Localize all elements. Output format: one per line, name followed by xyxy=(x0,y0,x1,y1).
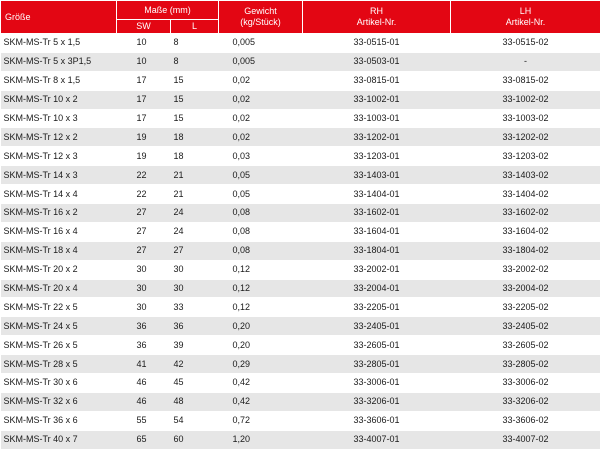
cell-sw: 30 xyxy=(117,260,171,279)
cell-weight: 0,20 xyxy=(219,336,303,355)
cell-rh-article: 33-1002-01 xyxy=(303,90,451,109)
cell-weight: 0,72 xyxy=(219,411,303,430)
table-header xyxy=(1,1,600,34)
table-row xyxy=(1,279,600,298)
cell-lh-article: 33-2805-02 xyxy=(451,355,600,374)
cell-rh-article: 33-2605-01 xyxy=(303,336,451,355)
header-dimensions: Maße (mm) xyxy=(117,1,219,20)
table-row xyxy=(1,298,600,317)
cell-l: 18 xyxy=(171,128,219,147)
table-row xyxy=(1,204,600,223)
cell-l: 15 xyxy=(171,71,219,90)
cell-lh-article: 33-3606-02 xyxy=(451,411,600,430)
table-row xyxy=(1,185,600,204)
cell-lh-article: 33-0515-02 xyxy=(451,34,600,53)
table-row xyxy=(1,166,600,185)
header-weight-line1: Gewicht xyxy=(219,6,302,17)
cell-size: SKM-MS-Tr 5 x 3P1,5 xyxy=(1,52,117,71)
table-row xyxy=(1,430,600,449)
cell-l: 27 xyxy=(171,241,219,260)
table-row xyxy=(1,374,600,393)
cell-rh-article: 33-0815-01 xyxy=(303,71,451,90)
header-rh-line2: Artikel-Nr. xyxy=(303,17,450,28)
table-row xyxy=(1,52,600,71)
header-lh xyxy=(451,1,600,34)
table-row xyxy=(1,241,600,260)
cell-weight: 0,005 xyxy=(219,34,303,53)
cell-weight: 0,005 xyxy=(219,52,303,71)
cell-size: SKM-MS-Tr 22 x 5 xyxy=(1,298,117,317)
cell-sw: 27 xyxy=(117,241,171,260)
cell-l: 24 xyxy=(171,222,219,241)
cell-lh-article: 33-1403-02 xyxy=(451,166,600,185)
cell-size: SKM-MS-Tr 32 x 6 xyxy=(1,392,117,411)
table-row xyxy=(1,260,600,279)
cell-rh-article: 33-2805-01 xyxy=(303,355,451,374)
cell-lh-article: - xyxy=(451,52,600,71)
cell-rh-article: 33-2004-01 xyxy=(303,279,451,298)
cell-size: SKM-MS-Tr 16 x 4 xyxy=(1,222,117,241)
cell-size: SKM-MS-Tr 20 x 2 xyxy=(1,260,117,279)
cell-l: 33 xyxy=(171,298,219,317)
header-rh-line1: RH xyxy=(303,6,450,17)
cell-sw: 30 xyxy=(117,298,171,317)
header-sw: SW xyxy=(117,20,171,34)
cell-size: SKM-MS-Tr 36 x 6 xyxy=(1,411,117,430)
cell-size: SKM-MS-Tr 16 x 2 xyxy=(1,204,117,223)
table-row xyxy=(1,392,600,411)
cell-lh-article: 33-1202-02 xyxy=(451,128,600,147)
cell-size: SKM-MS-Tr 40 x 7 xyxy=(1,430,117,449)
header-size: Größe xyxy=(1,1,117,34)
table-body xyxy=(1,34,600,450)
cell-rh-article: 33-0503-01 xyxy=(303,52,451,71)
header-weight xyxy=(219,1,303,34)
cell-l: 60 xyxy=(171,430,219,449)
cell-sw: 46 xyxy=(117,392,171,411)
cell-rh-article: 33-3006-01 xyxy=(303,374,451,393)
cell-l: 24 xyxy=(171,204,219,223)
cell-rh-article: 33-2205-01 xyxy=(303,298,451,317)
cell-sw: 17 xyxy=(117,109,171,128)
cell-rh-article: 33-1804-01 xyxy=(303,241,451,260)
cell-lh-article: 33-1804-02 xyxy=(451,241,600,260)
cell-sw: 19 xyxy=(117,128,171,147)
cell-rh-article: 33-2405-01 xyxy=(303,317,451,336)
cell-l: 54 xyxy=(171,411,219,430)
cell-rh-article: 33-1602-01 xyxy=(303,204,451,223)
cell-weight: 0,12 xyxy=(219,298,303,317)
table-row xyxy=(1,147,600,166)
cell-rh-article: 33-1604-01 xyxy=(303,222,451,241)
cell-l: 36 xyxy=(171,317,219,336)
cell-lh-article: 33-2605-02 xyxy=(451,336,600,355)
cell-rh-article: 33-1404-01 xyxy=(303,185,451,204)
cell-sw: 65 xyxy=(117,430,171,449)
cell-weight: 0,02 xyxy=(219,71,303,90)
cell-size: SKM-MS-Tr 20 x 4 xyxy=(1,279,117,298)
cell-lh-article: 33-4007-02 xyxy=(451,430,600,449)
cell-l: 15 xyxy=(171,109,219,128)
cell-l: 18 xyxy=(171,147,219,166)
table-row xyxy=(1,317,600,336)
cell-lh-article: 33-1604-02 xyxy=(451,222,600,241)
cell-l: 8 xyxy=(171,52,219,71)
cell-size: SKM-MS-Tr 8 x 1,5 xyxy=(1,71,117,90)
cell-rh-article: 33-1202-01 xyxy=(303,128,451,147)
cell-l: 48 xyxy=(171,392,219,411)
cell-lh-article: 33-1003-02 xyxy=(451,109,600,128)
cell-weight: 0,42 xyxy=(219,374,303,393)
header-weight-line2: (kg/Stück) xyxy=(219,17,302,28)
cell-size: SKM-MS-Tr 12 x 3 xyxy=(1,147,117,166)
cell-lh-article: 33-2205-02 xyxy=(451,298,600,317)
cell-size: SKM-MS-Tr 12 x 2 xyxy=(1,128,117,147)
cell-l: 42 xyxy=(171,355,219,374)
header-lh-line1: LH xyxy=(451,6,600,17)
cell-sw: 10 xyxy=(117,52,171,71)
cell-size: SKM-MS-Tr 14 x 3 xyxy=(1,166,117,185)
cell-weight: 0,42 xyxy=(219,392,303,411)
cell-sw: 22 xyxy=(117,185,171,204)
cell-size: SKM-MS-Tr 28 x 5 xyxy=(1,355,117,374)
cell-weight: 0,02 xyxy=(219,109,303,128)
cell-lh-article: 33-2405-02 xyxy=(451,317,600,336)
cell-lh-article: 33-2004-02 xyxy=(451,279,600,298)
cell-lh-article: 33-1404-02 xyxy=(451,185,600,204)
cell-l: 45 xyxy=(171,374,219,393)
cell-lh-article: 33-3006-02 xyxy=(451,374,600,393)
cell-sw: 19 xyxy=(117,147,171,166)
cell-weight: 0,05 xyxy=(219,166,303,185)
cell-sw: 27 xyxy=(117,204,171,223)
cell-rh-article: 33-3206-01 xyxy=(303,392,451,411)
cell-rh-article: 33-4007-01 xyxy=(303,430,451,449)
cell-sw: 36 xyxy=(117,317,171,336)
cell-sw: 27 xyxy=(117,222,171,241)
header-l: L xyxy=(171,20,219,34)
cell-weight: 0,08 xyxy=(219,222,303,241)
cell-sw: 17 xyxy=(117,71,171,90)
cell-rh-article: 33-1403-01 xyxy=(303,166,451,185)
cell-sw: 46 xyxy=(117,374,171,393)
table-row xyxy=(1,355,600,374)
table-row xyxy=(1,128,600,147)
cell-l: 21 xyxy=(171,166,219,185)
cell-size: SKM-MS-Tr 5 x 1,5 xyxy=(1,34,117,53)
table-row xyxy=(1,336,600,355)
table-row xyxy=(1,109,600,128)
cell-sw: 41 xyxy=(117,355,171,374)
cell-lh-article: 33-1602-02 xyxy=(451,204,600,223)
cell-lh-article: 33-2002-02 xyxy=(451,260,600,279)
cell-weight: 0,02 xyxy=(219,90,303,109)
table-row xyxy=(1,34,600,53)
cell-size: SKM-MS-Tr 18 x 4 xyxy=(1,241,117,260)
cell-weight: 0,12 xyxy=(219,260,303,279)
cell-size: SKM-MS-Tr 30 x 6 xyxy=(1,374,117,393)
cell-sw: 36 xyxy=(117,336,171,355)
cell-weight: 0,20 xyxy=(219,317,303,336)
cell-lh-article: 33-1203-02 xyxy=(451,147,600,166)
cell-size: SKM-MS-Tr 26 x 5 xyxy=(1,336,117,355)
table-row xyxy=(1,222,600,241)
cell-rh-article: 33-3606-01 xyxy=(303,411,451,430)
table-row xyxy=(1,71,600,90)
cell-l: 8 xyxy=(171,34,219,53)
cell-weight: 0,08 xyxy=(219,204,303,223)
cell-l: 21 xyxy=(171,185,219,204)
cell-lh-article: 33-1002-02 xyxy=(451,90,600,109)
cell-rh-article: 33-0515-01 xyxy=(303,34,451,53)
cell-rh-article: 33-2002-01 xyxy=(303,260,451,279)
cell-rh-article: 33-1203-01 xyxy=(303,147,451,166)
cell-l: 30 xyxy=(171,260,219,279)
cell-sw: 30 xyxy=(117,279,171,298)
cell-weight: 0,29 xyxy=(219,355,303,374)
cell-sw: 22 xyxy=(117,166,171,185)
cell-lh-article: 33-3206-02 xyxy=(451,392,600,411)
cell-lh-article: 33-0815-02 xyxy=(451,71,600,90)
cell-weight: 0,02 xyxy=(219,128,303,147)
header-rh xyxy=(303,1,451,34)
header-lh-line2: Artikel-Nr. xyxy=(451,17,600,28)
table-row xyxy=(1,90,600,109)
cell-sw: 55 xyxy=(117,411,171,430)
cell-size: SKM-MS-Tr 10 x 3 xyxy=(1,109,117,128)
cell-size: SKM-MS-Tr 10 x 2 xyxy=(1,90,117,109)
cell-sw: 17 xyxy=(117,90,171,109)
cell-weight: 1,20 xyxy=(219,430,303,449)
cell-rh-article: 33-1003-01 xyxy=(303,109,451,128)
cell-l: 30 xyxy=(171,279,219,298)
cell-l: 15 xyxy=(171,90,219,109)
table-row xyxy=(1,411,600,430)
cell-size: SKM-MS-Tr 24 x 5 xyxy=(1,317,117,336)
cell-weight: 0,08 xyxy=(219,241,303,260)
cell-weight: 0,05 xyxy=(219,185,303,204)
cell-weight: 0,12 xyxy=(219,279,303,298)
cell-l: 39 xyxy=(171,336,219,355)
cell-sw: 10 xyxy=(117,34,171,53)
cell-weight: 0,03 xyxy=(219,147,303,166)
cell-size: SKM-MS-Tr 14 x 4 xyxy=(1,185,117,204)
